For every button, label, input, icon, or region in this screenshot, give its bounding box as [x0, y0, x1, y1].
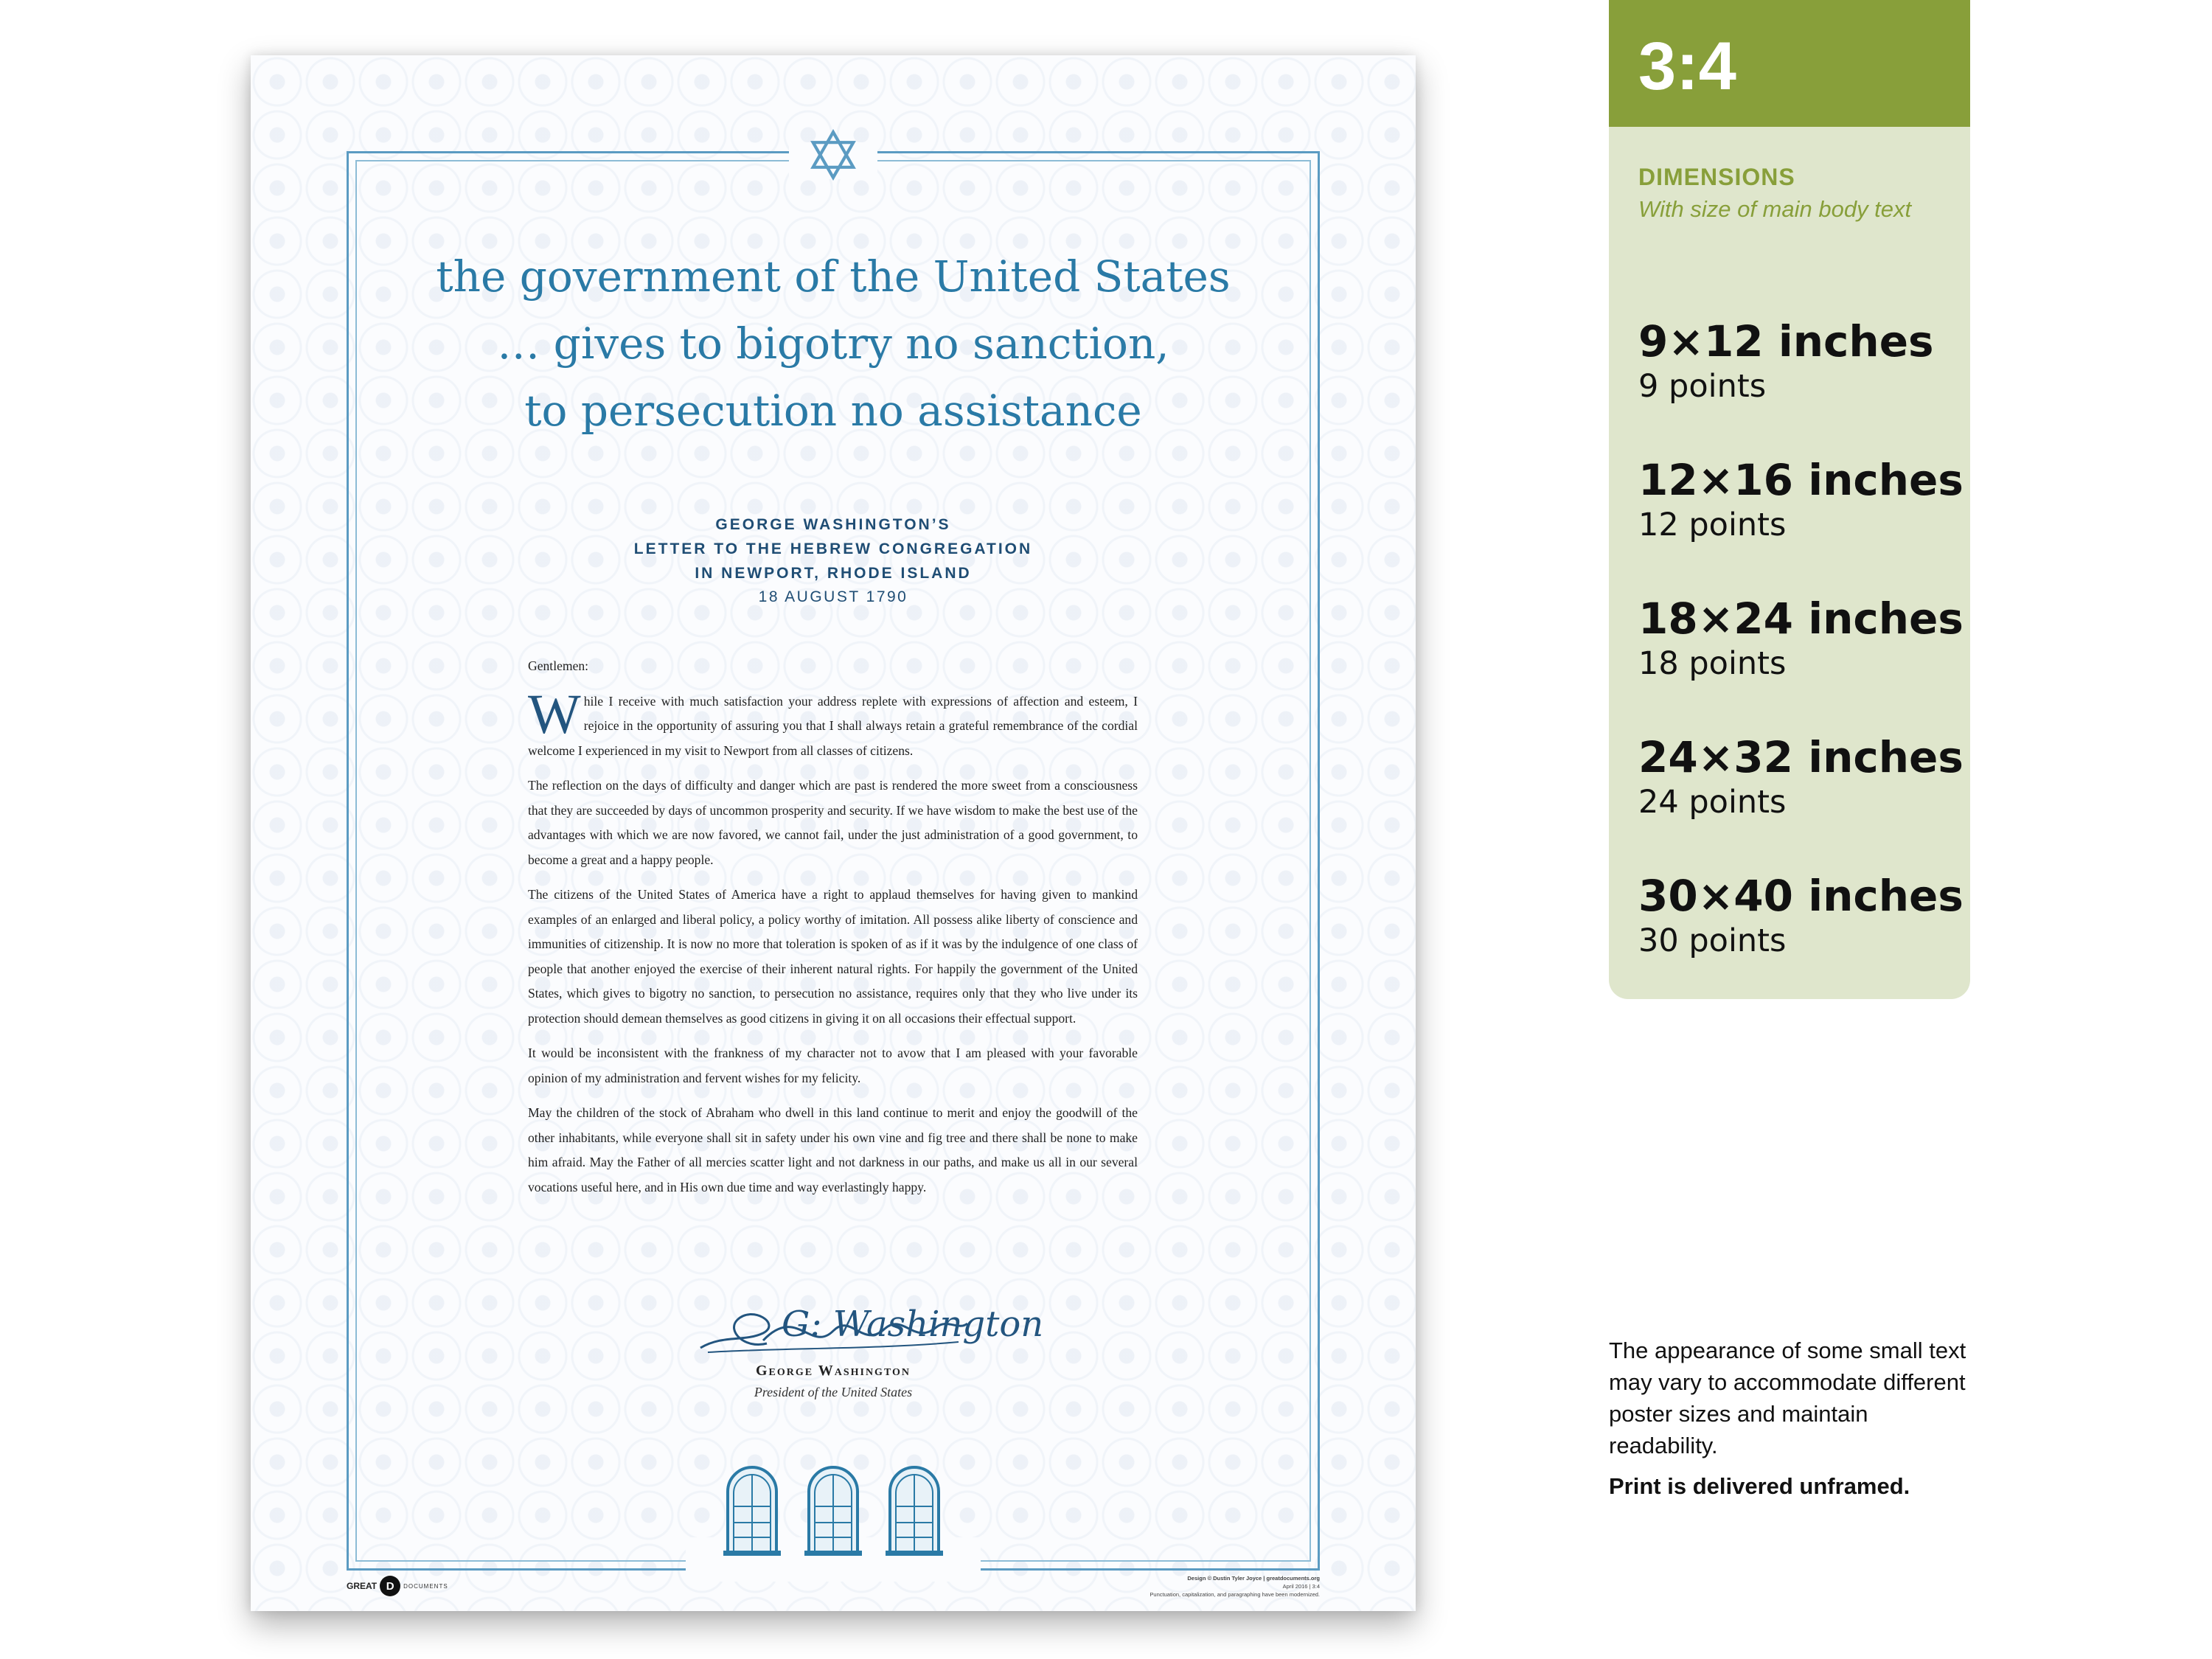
- star-of-david-icon: [807, 129, 859, 181]
- paragraph-1-text: hile I receive with much satisfaction your address replete with expressions of affection and esteem, I rejoice in the opportunity of assuring you that I shall always retain a grateful remembrance of the cordial welcome I experienced in my visit to Newport from all classes of citizens.: [528, 693, 1138, 758]
- signer-name: George Washington: [755, 1363, 911, 1379]
- letter-paragraph-4: It would be inconsistent with the frankness of my character not to avow that I am pleased with your favorable opinion of my administration and fervent wishes for my felicity.: [528, 1046, 1138, 1085]
- dimensions-sublabel: With size of main body text: [1638, 196, 1912, 222]
- quote-line-2: … gives to bigotry no sanction,: [497, 319, 1169, 369]
- letter-paragraph-1: [528, 683, 1138, 764]
- credit-line-2: April 2016 | 3:4: [1282, 1583, 1320, 1590]
- signer-title: President of the United States: [754, 1385, 913, 1399]
- size-title: 30×40 inches: [1638, 871, 1964, 921]
- unframed-note: Print is delivered unframed.: [1609, 1473, 1910, 1499]
- size-title: 18×24 inches: [1638, 594, 1964, 644]
- salutation: Gentlemen:: [528, 658, 589, 673]
- letter-heading: [472, 512, 1194, 585]
- poster-preview: [251, 55, 1416, 1611]
- credit-line-3: Punctuation, capitalization, and paragraphing have been modernized.: [1150, 1591, 1320, 1598]
- appearance-note: The appearance of some small text may vary to accommodate different poster sizes and maintain readability.: [1609, 1338, 1966, 1458]
- size-title: 24×32 inches: [1638, 732, 1964, 782]
- arched-window-icon: [804, 1464, 862, 1556]
- logo-mark: D: [380, 1576, 400, 1596]
- size-points: 30 points: [1638, 922, 1787, 959]
- credit-line-1: Design © Dustin Tyler Joyce | greatdocuments.org: [1187, 1575, 1320, 1582]
- washington-signature: [693, 1290, 1044, 1364]
- size-option: [1638, 454, 1964, 544]
- size-points: 12 points: [1638, 507, 1787, 543]
- size-points: 9 points: [1638, 368, 1767, 405]
- quote-line-1: the government of the United States: [436, 251, 1231, 302]
- letter-paragraph-3: The citizens of the United States of America have a right to applaud themselves for having given to mankind examples of an enlarged and liberal policy, a policy worthy of imitation. All possess alike liberty of conscience and immunities of citizenship. It is now no more that toleration is spoken of as if it was by the indulgence of one class of people that another enjoyed the exercise of their inherent natural rights. For happily the government of the United States, which gives to bigotry no sanction, to persecution no assistance, requires only that they who live under its protection should demean themselves as good citizens in giving it on all occasions their effectual support.: [528, 887, 1138, 1026]
- poster-quote: [398, 243, 1268, 445]
- quote-line-3: to persecution no assistance: [524, 386, 1142, 436]
- letter-paragraph-5: May the children of the stock of Abraham who dwell in this land continue to merit and enjoy the goodwill of the other inhabitants, while everyone shall sit in safety under his own vine and fig tree and there shall be none to make him afraid. May the Father of all mercies scatter light and not darkness in our paths, and make us all in our several vocations useful here, and in His own due time and way everlastingly happy.: [528, 1105, 1138, 1194]
- arched-window-icon: [886, 1464, 943, 1556]
- dimensions-panel: [1609, 0, 1970, 999]
- logo-documents: DOCUMENTS: [403, 1582, 448, 1590]
- size-title: 9×12 inches: [1638, 316, 1934, 366]
- size-option: [1638, 316, 1934, 406]
- aspect-ratio-header: 3:4: [1609, 0, 1970, 127]
- signature-script: G: Washington: [782, 1304, 1044, 1345]
- letter-body: [528, 654, 1138, 1210]
- drop-cap: W: [528, 683, 581, 745]
- logo-great: GREAT: [347, 1581, 378, 1591]
- heading-line-1: GEORGE WASHINGTON’S: [715, 516, 951, 533]
- size-option: [1638, 731, 1964, 821]
- arched-window-icon: [723, 1464, 781, 1556]
- size-option: [1638, 593, 1964, 683]
- letter-paragraph-2: The reflection on the days of difficulty and danger which are past is rendered the more sweet from a consciousness that they are succeeded by days of uncommon prosperity and security. If we have wisdom to make the best use of the advantages with which we are now favored, we cannot fail, under the just administration of a good government, to become a great and a happy people.: [528, 778, 1138, 867]
- heading-line-3: IN NEWPORT, RHODE ISLAND: [695, 565, 972, 582]
- size-points: 24 points: [1638, 784, 1787, 821]
- heading-line-2: LETTER TO THE HEBREW CONGREGATION: [633, 540, 1033, 557]
- poster-credits: [1150, 1574, 1320, 1599]
- dimensions-label: DIMENSIONS: [1638, 164, 1795, 190]
- size-option: [1638, 870, 1964, 960]
- size-points: 18 points: [1638, 645, 1787, 682]
- great-documents-logo: [347, 1576, 448, 1596]
- size-title: 12×16 inches: [1638, 455, 1964, 505]
- letter-date: 18 AUGUST 1790: [758, 588, 908, 605]
